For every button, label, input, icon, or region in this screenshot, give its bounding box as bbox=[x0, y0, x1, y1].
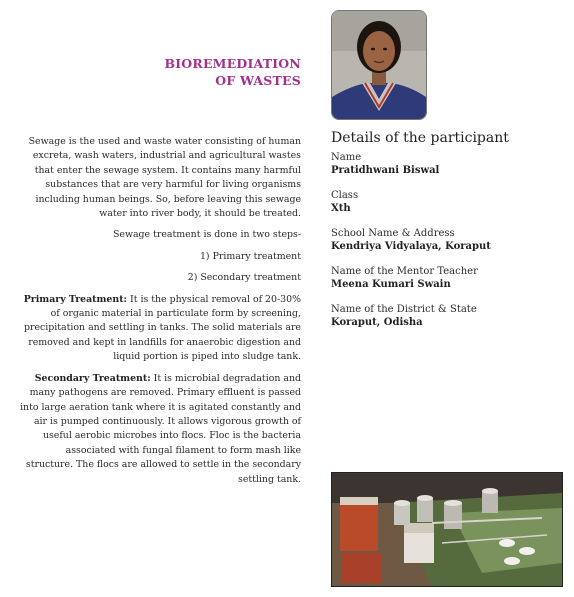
details-heading: Details of the participant bbox=[331, 130, 509, 146]
model-photo bbox=[331, 472, 563, 587]
secondary-treatment-text: It is microbial degradation and many pathogens are removed. Primary effluent is passed into large aeration tank where it is agitated constantly and air is pumped continuously. It allows vigorous growth of useful aerobic microbes into flocs. Floc is the bacteria associated with fungal filament to form mash like structure. The flocs are allowed to settle in the secondary settling tank. bbox=[20, 372, 301, 485]
field-label: Name of the Mentor Teacher bbox=[331, 266, 478, 277]
article-title bbox=[164, 55, 301, 89]
primary-treatment-text: It is the physical removal of 20-30% of organic material in particulate form by screening, precipitation and settling in tanks. The solid materials are removed and kept in landfills for anaerobic digestion and liquid portion is piped into sludge tank. bbox=[24, 293, 301, 363]
field-mentor bbox=[331, 265, 561, 291]
field-value: Pratidhwani Biswal bbox=[331, 165, 440, 176]
primary-treatment-paragraph bbox=[20, 293, 301, 365]
intro-paragraph: Sewage is the used and waste water consisting of human excreta, wash waters, industrial and agricultural wastes that enter the sewage system. It contains many harmful substances that are very harmful for living organisms including human beings. So, before leaving this sewage water into river body, it should be treated. bbox=[28, 136, 301, 220]
field-label: Name bbox=[331, 152, 362, 163]
participant-details bbox=[331, 132, 561, 341]
field-value: Koraput, Odisha bbox=[331, 317, 423, 328]
field-value: Meena Kumari Swain bbox=[331, 279, 451, 290]
field-label: Class bbox=[331, 190, 359, 201]
step-2: 2) Secondary treatment bbox=[187, 272, 301, 284]
title-line-1: BIOREMEDIATION bbox=[164, 56, 301, 71]
article-body bbox=[20, 135, 301, 494]
field-value: Xth bbox=[331, 203, 351, 214]
field-value: Kendriya Vidyalaya, Koraput bbox=[331, 241, 491, 252]
primary-treatment-label: Primary Treatment: bbox=[23, 293, 128, 305]
secondary-treatment-label: Secondary Treatment: bbox=[34, 372, 151, 384]
field-label: Name of the District & State bbox=[331, 304, 477, 315]
secondary-treatment-paragraph bbox=[20, 372, 301, 487]
field-school bbox=[331, 227, 561, 253]
field-class bbox=[331, 189, 561, 215]
participant-photo bbox=[331, 10, 427, 120]
field-name bbox=[331, 151, 561, 177]
title-line-2: OF WASTES bbox=[215, 73, 301, 88]
field-district bbox=[331, 303, 561, 329]
steps-intro: Sewage treatment is done in two steps- bbox=[112, 229, 301, 241]
field-label: School Name & Address bbox=[331, 228, 455, 239]
step-1: 1) Primary treatment bbox=[199, 250, 301, 262]
